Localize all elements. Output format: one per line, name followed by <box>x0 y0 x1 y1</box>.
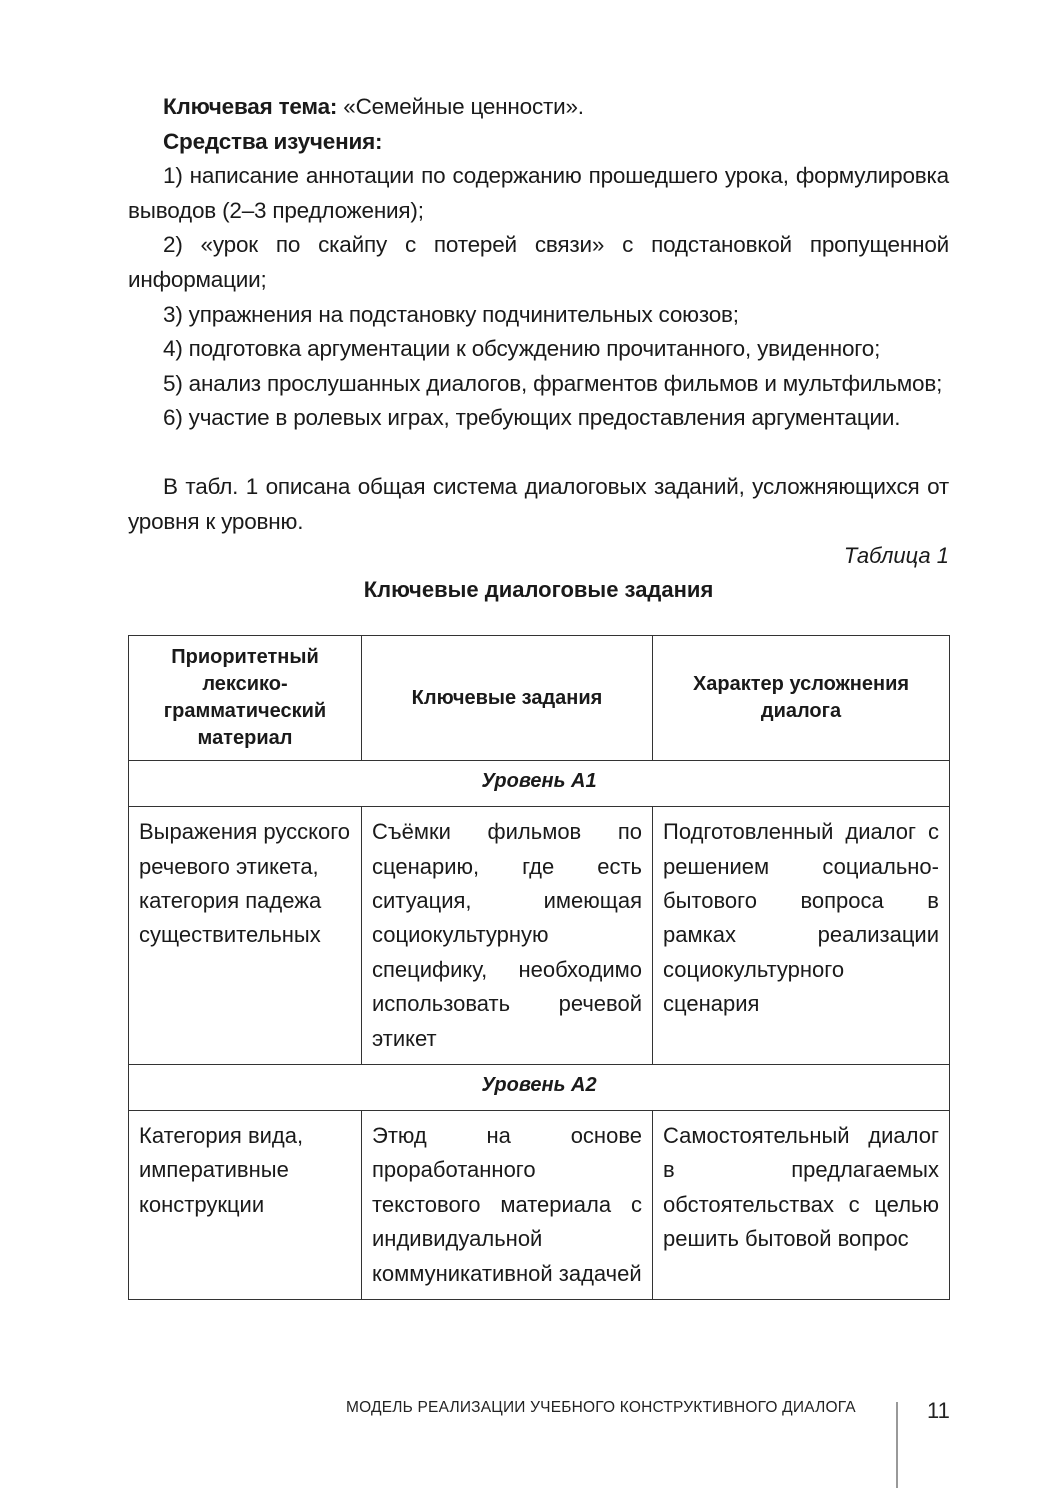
table-row <box>129 1110 950 1299</box>
key-topic-line <box>128 90 949 125</box>
page-number: 11 <box>927 1398 950 1423</box>
key-topic-label: Ключевая тема: <box>163 94 338 119</box>
header-complication: Характер усложнения диалога <box>653 636 950 761</box>
means-item-6: 6) участие в ролевых играх, требующих предоставления аргументации. <box>163 405 901 431</box>
level-row-a1 <box>129 761 950 807</box>
level-label: Уровень А2 <box>129 1064 950 1110</box>
means-label: Средства изучения: <box>163 128 383 154</box>
means-item-1: 1) написание аннотации по содержанию прошедшего урока, формулировка выводов (2–3 предложения); <box>128 163 949 223</box>
running-title: МОДЕЛЬ РЕАЛИЗАЦИИ УЧЕБНОГО КОНСТРУКТИВНОГО ДИАЛОГА <box>346 1399 856 1416</box>
dialog-tasks-table <box>128 635 950 1300</box>
level-label: Уровень А1 <box>129 761 950 807</box>
table-intro-paragraph: В табл. 1 описана общая система диалоговых заданий, усложняющихся от уровня к уровню. <box>128 473 949 534</box>
means-item-2: 2) «урок по скайпу с потерей связи» с подстановкой пропущенной информации; <box>128 232 949 292</box>
means-heading <box>128 125 949 160</box>
level-row-a2 <box>129 1064 950 1110</box>
footer-divider <box>896 1402 898 1488</box>
cell-complication: Самостоятельный диалог в предлагаемых обстоятельствах с целью решить бытовой вопрос <box>653 1110 950 1299</box>
table-header-row <box>129 636 950 761</box>
cell-material: Категория вида, императивные конструкции <box>129 1110 362 1299</box>
table-title: Ключевые диалоговые задания <box>363 577 714 603</box>
cell-material: Выражения русского речевого этикета, категория падежа существительных <box>129 807 362 1065</box>
means-item-3: 3) упражнения на подстановку подчинительных союзов; <box>163 301 739 327</box>
cell-key-tasks: Съёмки фильмов по сценарию, где есть ситуация, имеющая социокультурную специфику, необходимо использовать речевой этикет <box>362 807 653 1065</box>
table-label: Таблица 1 <box>843 543 949 569</box>
header-material: Приоритетный лексико-грамматический материал <box>129 636 362 761</box>
table-row <box>129 807 950 1065</box>
cell-complication: Подготовленный диалог с решением социально-бытового вопроса в рамках реализации социокультурного сценария <box>653 807 950 1065</box>
means-item-5: 5) анализ прослушанных диалогов, фрагментов фильмов и мультфильмов; <box>163 370 943 396</box>
header-key-tasks: Ключевые задания <box>362 636 653 761</box>
page-body <box>128 90 949 1300</box>
spacer <box>128 436 949 470</box>
cell-key-tasks: Этюд на основе проработанного текстового материала с индивидуальной коммуникативной задачей <box>362 1110 653 1299</box>
means-item-4: 4) подготовка аргументации к обсуждению прочитанного, увиденного; <box>163 336 881 362</box>
key-topic-value: «Семейные ценности». <box>343 94 584 119</box>
